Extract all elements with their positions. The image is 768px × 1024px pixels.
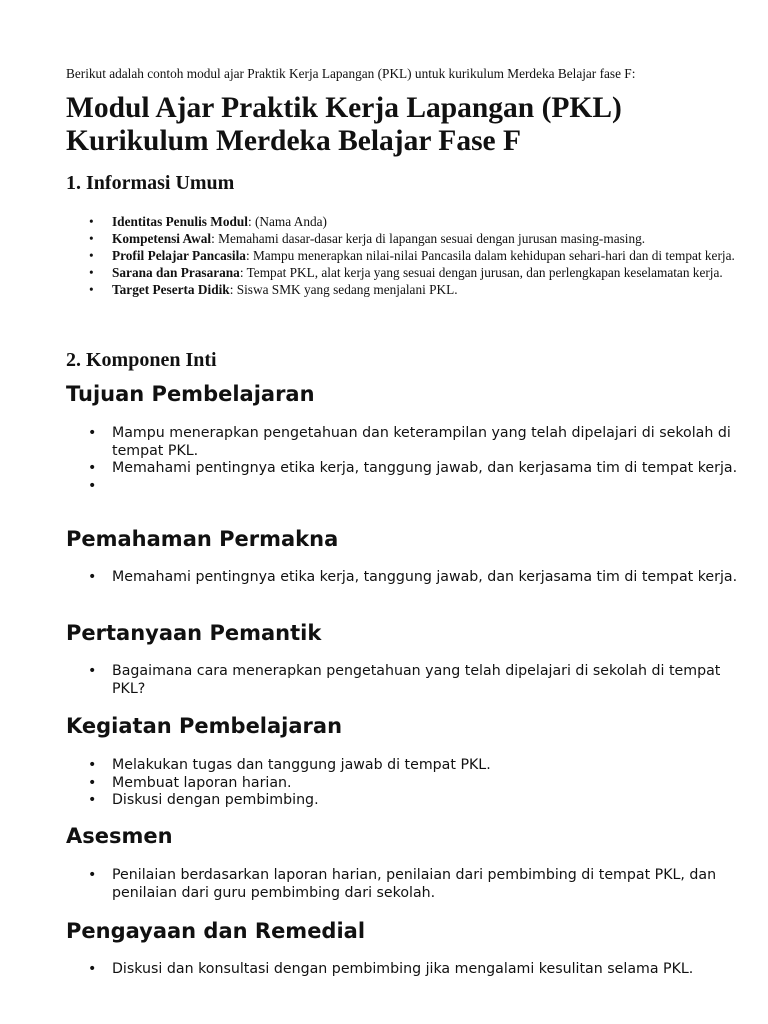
list-item <box>88 774 756 793</box>
bullet: • <box>88 663 97 679</box>
bullet: • <box>88 961 97 977</box>
item-label: Identitas Penulis Modul <box>112 214 248 229</box>
item-text: : Memahami dasar-dasar kerja di lapangan sesuai dengan jurusan masing-masing. <box>211 231 646 246</box>
item-text: Membuat laporan harian. <box>112 774 292 791</box>
heading-asesmen: Asesmen <box>66 824 173 848</box>
tujuan-list <box>66 425 756 495</box>
heading-pengayaan-remedial: Pengayaan dan Remedial <box>66 919 366 943</box>
kegiatan-list <box>66 757 756 810</box>
list-item <box>88 477 756 496</box>
item-text: : Siswa SMK yang sedang menjalani PKL. <box>229 282 458 297</box>
bullet: • <box>89 248 94 263</box>
intro-paragraph: Berikut adalah contoh modul ajar Praktik Kerja Lapangan (PKL) untuk kurikulum Merdeka Belajar fase F: <box>66 66 636 81</box>
bullet: • <box>88 792 97 808</box>
title-line-1: Modul Ajar Praktik Kerja Lapangan (PKL) <box>66 92 622 124</box>
bullet: • <box>88 477 97 494</box>
bullet: • <box>88 460 97 476</box>
item-label: Sarana dan Prasarana <box>112 265 240 280</box>
list-item <box>88 792 756 810</box>
item-text: Mampu menerapkan pengetahuan dan keterampilan yang telah dipelajari di sekolah di tempat PKL. <box>112 425 731 459</box>
list-item <box>89 247 756 264</box>
item-label: Target Peserta Didik <box>112 282 230 297</box>
item-text: Diskusi dengan pembimbing. <box>112 792 319 808</box>
list-item <box>88 961 756 979</box>
bullet: • <box>88 425 97 441</box>
list-item <box>89 230 756 247</box>
item-text: Memahami pentingnya etika kerja, tanggung jawab, dan kerjasama tim di tempat kerja. <box>112 460 738 476</box>
bullet: • <box>89 282 94 297</box>
item-text: Melakukan tugas dan tanggung jawab di tempat PKL. <box>112 757 491 773</box>
list-item <box>88 425 756 460</box>
bullet: • <box>89 265 94 280</box>
section-heading-komponen-inti: 2. Komponen Inti <box>66 349 217 371</box>
list-item <box>88 867 756 902</box>
pertanyaan-list <box>66 663 756 698</box>
list-item <box>88 757 756 775</box>
title-line-2: Kurikulum Merdeka Belajar Fase F <box>66 125 522 157</box>
list-item <box>89 264 756 281</box>
section-heading-informasi-umum: 1. Informasi Umum <box>66 172 235 194</box>
pemahaman-list <box>66 569 756 587</box>
list-item <box>88 460 756 478</box>
list-item <box>88 663 756 698</box>
item-text: Diskusi dan konsultasi dengan pembimbing jika mengalami kesulitan selama PKL. <box>112 961 694 977</box>
heading-pemahaman-permakna: Pemahaman Permakna <box>66 527 339 551</box>
bullet: • <box>88 774 97 791</box>
item-text: : Tempat PKL, alat kerja yang sesuai dengan jurusan, dan perlengkapan keselamatan kerja. <box>239 265 723 280</box>
heading-tujuan-pembelajaran: Tujuan Pembelajaran <box>66 382 315 406</box>
heading-pertanyaan-pemantik: Pertanyaan Pemantik <box>66 621 322 645</box>
bullet: • <box>88 757 97 773</box>
heading-kegiatan-pembelajaran: Kegiatan Pembelajaran <box>66 714 343 738</box>
bullet: • <box>88 867 97 883</box>
bullet: • <box>89 231 94 246</box>
item-text: Penilaian berdasarkan laporan harian, penilaian dari pembimbing di tempat PKL, dan penilaian dari guru pembimbing dari sekolah. <box>112 867 717 901</box>
informasi-umum-list <box>66 213 756 298</box>
item-text: Bagaimana cara menerapkan pengetahuan yang telah dipelajari di sekolah di tempat PKL? <box>112 663 721 697</box>
list-item <box>89 281 756 298</box>
item-text: : Mampu menerapkan nilai-nilai Pancasila dalam kehidupan sehari-hari dan di tempat kerja. <box>245 248 735 263</box>
item-text: Memahami pentingnya etika kerja, tanggung jawab, dan kerjasama tim di tempat kerja. <box>112 569 738 585</box>
item-label: Kompetensi Awal <box>112 231 212 246</box>
asesmen-list <box>66 867 756 902</box>
bullet: • <box>89 214 94 229</box>
pengayaan-list <box>66 961 756 979</box>
document-title <box>66 92 756 158</box>
item-text: : (Nama Anda) <box>247 214 327 229</box>
list-item <box>89 213 756 230</box>
item-label: Profil Pelajar Pancasila <box>112 248 246 263</box>
list-item <box>88 569 756 587</box>
bullet: • <box>88 569 97 585</box>
